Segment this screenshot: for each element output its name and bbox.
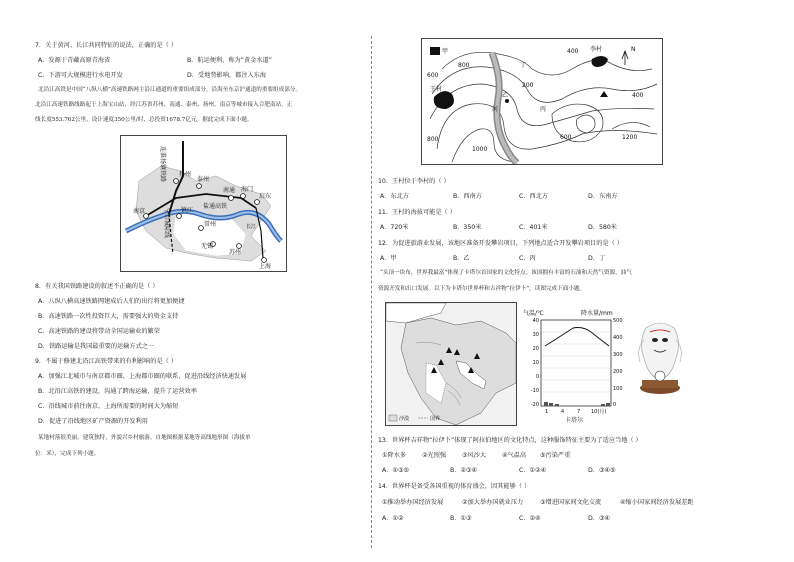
svg-text:400: 400 [613, 335, 623, 341]
q9-option-b: B．北沿江高铁的建设，沟通了跨海运输，提升了运营效率 [38, 388, 197, 395]
climate-chart-graphic [521, 306, 633, 431]
q10-option-a: A．东北方 [380, 193, 409, 200]
q7-option-c: C．下游可大规模进行水电开发 [38, 72, 123, 79]
label-bing: 丙 [540, 106, 547, 113]
q12-option-b: B．乙 [453, 255, 470, 262]
city-qidong: 启东 [259, 193, 272, 200]
mascot-laeeb-image [636, 318, 684, 396]
rail-label-north: 连淮扬镇铁路 [159, 146, 166, 183]
q13-opt1: ①降水多 [382, 452, 407, 459]
q13-option-c: C．①②④ [519, 467, 547, 474]
contour-map-graphic [422, 39, 662, 164]
q9-option-c: C．沿线城市前往南京、上海所需要的时间大为缩短 [38, 403, 179, 410]
q11-option-c: C．401米 [519, 224, 548, 231]
passage1-line1: 北沿江高铁是中国“八纵八横”高速铁路网主沿江通道的重要组成部分，沿海至东京沪通道的重要组成部分。 [38, 87, 302, 93]
peak-marker [600, 91, 608, 97]
passage2-line1: 某地村落很美丽、建筑独特，外貌兴乡村旅游。自地图根据某地等高线地形图（海拔单 [38, 435, 251, 441]
q7-option-b: B．航运便利，称为“黄金水道” [187, 57, 272, 64]
q13-option-b: B．②③④ [450, 467, 478, 474]
svg-text:10(月): 10(月) [591, 409, 607, 415]
q10-option-c: C．西北方 [519, 193, 549, 200]
city-nantong: 南通 [223, 187, 236, 194]
q10-option-b: B．西南方 [453, 193, 482, 200]
q7-option-d: D．受地势影响，都注入东海 [187, 72, 267, 79]
elev-200: 200 [522, 82, 534, 89]
svg-text:30: 30 [532, 332, 539, 338]
climate-chart [521, 306, 633, 431]
q12-stem: 12．为促进旅游业发展，该地区准备开发攀岩项目，下列地点适合开发攀岩项目的是（ ） [378, 240, 623, 247]
village-li [592, 56, 609, 67]
city-haimen: 海门 [241, 186, 254, 193]
q11-option-a: A．720米 [380, 224, 409, 231]
elev-1200: 1200 [622, 134, 638, 141]
q8-option-d: D．铁路运输是我国最重要的运输方式之一 [38, 343, 155, 350]
q12-option-a: A．甲 [380, 255, 397, 262]
q14-opt2: ②加大举办国就业压力 [462, 499, 524, 506]
q9-option-a: A．加强江北城市与南京都市圈、上海都市圈的联系，促进沿线经济快速发展 [38, 373, 247, 380]
elev-800-b: 800 [427, 136, 439, 143]
q8-option-c: C．高速铁路的建设将带动全国运输业的繁荣 [38, 328, 160, 335]
passage1-line2: 北沿江高速铁路线路起于上海宝山站，经江苏省苏州、南通、泰州、扬州、南京等城市接入合肥南站，正 [35, 102, 293, 108]
label-north: N [631, 46, 636, 53]
q9-stem: 9．不属于修建北沿江高铁带来的有利影响的是（ ） [35, 358, 178, 365]
q8-option-b: B．高速铁路一次性投资巨大，需要强大的资金支持 [38, 313, 179, 320]
qatar-region-map [385, 302, 517, 426]
rail-map-graphic [121, 136, 286, 271]
q12-option-c: C．丙 [519, 255, 536, 262]
q13-stem: 13．世界杯吉祥物“拉伊卜”体现了阿拉伯地区的文化特点，这种服饰特征主要为了适应当地（ ） [378, 437, 642, 444]
q7-stem: 7．关于黄河、长江共同特征的说法，正确的是（ ） [35, 42, 178, 49]
city-changzhou: 常州 [204, 221, 217, 228]
q14-opt3: ③增进国家间文化交流 [540, 499, 602, 506]
passage3-line1: “头顶一块布，世界我最富”体现了卡塔尔首国家的文化特点。该国拥有丰富的石油和天然气资源，油气 [380, 270, 632, 276]
column-divider [371, 36, 372, 548]
elev-400-b: 400 [632, 92, 644, 99]
svg-text:100: 100 [613, 386, 623, 392]
climate-title-left: 气温/℃ [523, 310, 544, 317]
city-taizhou: 泰州 [197, 176, 210, 183]
label-ding: 丁 [520, 62, 527, 69]
city-nanjing: 南京 [133, 208, 146, 215]
contour-map [421, 38, 663, 165]
q13-opt2: ②光照强 [422, 452, 447, 459]
svg-text:-20: -20 [530, 402, 539, 408]
rail-label-south: 宁启城际线 [163, 208, 170, 239]
legend-desert: 沙漠 [399, 416, 410, 422]
q13-option-d: D．③④⑤ [588, 467, 616, 474]
q14-option-b: B．①③ [450, 515, 472, 522]
label-wang-village: 王村 [430, 86, 443, 93]
elev-400-a: 400 [567, 48, 579, 55]
svg-text:-10: -10 [530, 388, 539, 394]
q7-option-a: A．发源于青藏高原青海省 [38, 57, 111, 64]
label-yi: 乙 [502, 92, 509, 99]
q11-option-d: D．580米 [588, 224, 617, 231]
climate-title-right: 降水量/mm [581, 310, 613, 317]
svg-text:7: 7 [577, 409, 581, 415]
rail-map [120, 135, 287, 272]
label-river: 河 [492, 106, 499, 113]
label-jia: 甲 [442, 48, 449, 55]
q13-opt3: ③风沙大 [462, 452, 487, 459]
q9-option-d: D．促进了沿线地区矿产资源的开发利用 [38, 418, 148, 425]
q8-stem: 8．有关我国铁路建设的叙述不正确的是（ ） [35, 283, 159, 290]
svg-text:0: 0 [535, 374, 539, 380]
passage1-line3: 线长度553.762公里，设计速度350公里/时，总投资1678.7亿元。据此完成下面小题。 [35, 117, 253, 123]
svg-text:1: 1 [545, 409, 549, 415]
q13-opt4: ④气温高 [502, 452, 527, 459]
svg-text:40: 40 [532, 318, 539, 324]
q10-stem: 10．王村位于李村的（ ） [378, 178, 450, 185]
elev-1000: 1000 [472, 146, 488, 153]
q12-option-d: D．丁 [588, 255, 606, 262]
elev-600-b: 600 [560, 134, 572, 141]
svg-text:20: 20 [532, 346, 539, 352]
svg-text:200: 200 [613, 369, 623, 375]
elev-600-a: 600 [427, 72, 439, 79]
city-yangzhou: 扬州 [179, 171, 192, 178]
city-shanghai: 上海 [259, 263, 272, 270]
q14-option-c: C．②④ [519, 515, 541, 522]
svg-text:4: 4 [561, 409, 565, 415]
q14-option-a: A．①② [382, 515, 404, 522]
svg-text:10: 10 [532, 360, 539, 366]
svg-text:500: 500 [613, 318, 623, 324]
village-wang [434, 91, 454, 109]
svg-text:300: 300 [613, 352, 623, 358]
point-jia [430, 47, 440, 55]
city-suzhou: 苏州 [229, 249, 242, 256]
q11-stem: 11．王村的海拔可能是（ ） [378, 209, 456, 216]
q14-stem: 14．世界杯是备受各国重视的体育盛会，因其能够（ ） [378, 483, 531, 490]
elev-800-a: 800 [458, 62, 470, 69]
svg-text:0: 0 [613, 402, 617, 408]
q14-opt4: ④缩小国家间经济发展差距 [620, 499, 694, 506]
city-wuxi: 无锡 [201, 243, 214, 250]
q10-option-d: D．东南方 [588, 193, 618, 200]
legend-border: 国界 [430, 416, 441, 422]
climate-x-label: 卡塔尔 [565, 417, 584, 424]
river-label: 长江 [246, 224, 257, 230]
passage3-line2: 资源开发和出口发展。以下为卡塔尔世界杯和吉祥物“拉伊卜”，读图完成下面小题。 [378, 286, 586, 292]
q13-opt5: ⑤污染严重 [540, 452, 571, 459]
q14-option-d: D．③④ [588, 515, 611, 522]
rail-label-coast: 盐通高铁 [203, 203, 228, 210]
q13-option-a: A．①③⑤ [382, 467, 410, 474]
qatar-region-map-graphic [386, 303, 516, 425]
city-zhenjiang: 镇江 [181, 207, 194, 214]
q11-option-b: B．350米 [453, 224, 482, 231]
passage2-line2: 位：米），完成下列小题。 [35, 451, 100, 457]
q14-opt1: ①推动举办国经济发展 [382, 499, 444, 506]
label-li-village: 李村 [590, 46, 603, 53]
q8-option-a: A．八纵八横高速铁路网建成后人们的出行将更加便捷 [38, 298, 185, 305]
